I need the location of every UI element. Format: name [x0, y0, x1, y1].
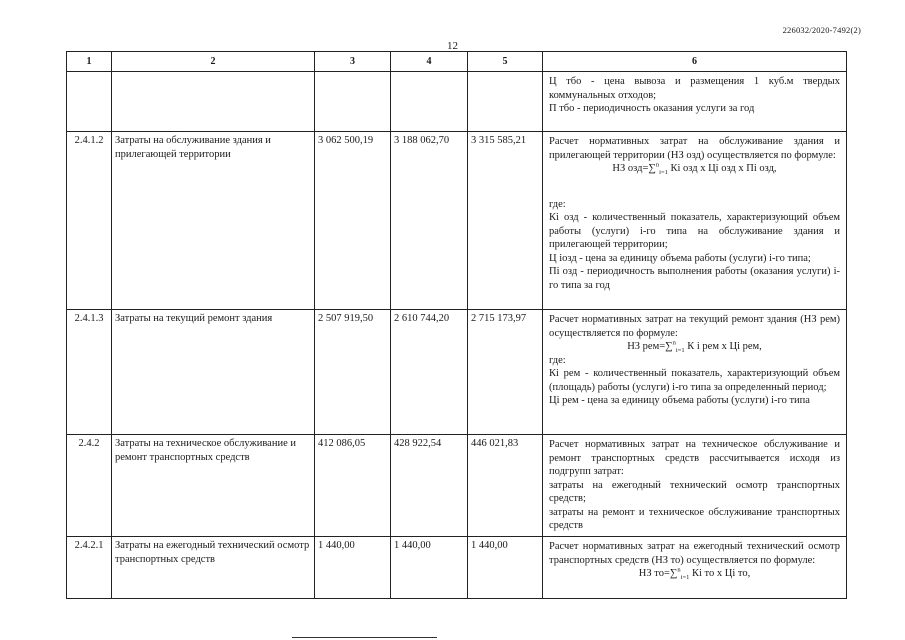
- description-line: П тбо - периодичность оказания услуги за год: [549, 103, 755, 114]
- sum-lower: i=1: [675, 347, 685, 355]
- sum-upper: n: [672, 339, 676, 347]
- table-row: [67, 132, 847, 310]
- row-value-3: 3 315 585,21: [468, 132, 543, 310]
- definition: Ц iозд - цена за единицу объема работы (услуги) i-го типа;: [549, 252, 811, 264]
- row-description: [543, 435, 847, 537]
- row-value-1: 3 062 500,19: [315, 132, 391, 310]
- description-line: Ц тбо - цена вывоза и размещения 1 куб.м твердых коммунальных отходов;: [549, 76, 840, 101]
- formula-lhs: НЗ озд=: [612, 163, 649, 174]
- row-value-1: [315, 72, 391, 132]
- sum-upper: n: [677, 566, 681, 574]
- list-item: затраты на ремонт и техническое обслуживание транспортных средств: [549, 506, 840, 531]
- row-value-1: 412 086,05: [315, 435, 391, 537]
- table-row: [67, 72, 847, 132]
- row-value-3: 446 021,83: [468, 435, 543, 537]
- description-intro: Расчет нормативных затрат на техническое обслуживание и ремонт транспортных средств рассчитывается исходя из подгрупп затрат:: [549, 439, 840, 477]
- row-description: [543, 537, 847, 599]
- sum-lower: i=1: [680, 574, 690, 582]
- row-value-1: 2 507 919,50: [315, 310, 391, 435]
- formula-rhs: Кi озд х Цi озд х Пi озд,: [670, 163, 777, 174]
- column-header: 3: [315, 52, 391, 72]
- row-name: Затраты на техническое обслуживание и ремонт транспортных средств: [112, 435, 315, 537]
- formula-rhs: Кi то х Цi то,: [692, 568, 751, 579]
- row-value-2: 3 188 062,70: [391, 132, 468, 310]
- description-intro: Расчет нормативных затрат на обслуживание здания и прилегающей территории (НЗ озд) осуществляется по формуле:: [549, 136, 840, 161]
- formula: [549, 340, 840, 354]
- definition: Пi озд - периодичность выполнения работы (оказания услуги) i-го типа за год: [549, 266, 840, 291]
- definition: Цi рем - цена за единицу объема работы (услуги) i-го типа: [549, 395, 810, 406]
- column-header: 5: [468, 52, 543, 72]
- table-row: [67, 435, 847, 537]
- row-value-1: 1 440,00: [315, 537, 391, 599]
- where-label: где:: [549, 354, 566, 366]
- row-value-2: [391, 72, 468, 132]
- row-code: 2.4.1.3: [67, 310, 112, 435]
- formula-rhs: К i рем х Цi рем,: [687, 341, 762, 352]
- row-name: Затраты на ежегодный технический осмотр транспортных средств: [112, 537, 315, 599]
- formula-lhs: НЗ то=: [638, 568, 670, 579]
- column-header: 4: [391, 52, 468, 72]
- page-number: 12: [447, 40, 458, 52]
- sum-symbol: ∑$^n_{i=1}$: [665, 339, 685, 355]
- where-label: где:: [549, 198, 566, 210]
- row-code: 2.4.2: [67, 435, 112, 537]
- row-value-3: 2 715 173,97: [468, 310, 543, 435]
- expenses-table: [66, 51, 847, 599]
- sum-symbol: ∑$^n_{i=1}$: [648, 161, 668, 177]
- row-code: 2.4.1.2: [67, 132, 112, 310]
- definition: Кi озд - количественный показатель, характеризующий объем работы (услуги) i-го типа на обслуживание здания и прилегающей территории;: [549, 212, 840, 250]
- row-name: [112, 72, 315, 132]
- table-header-row: [67, 52, 847, 72]
- definition: Кi рем - количественный показатель, характеризующий объем (площадь) работы (услуги) i-го типа за определенный период;: [549, 368, 840, 393]
- footer-divider: [292, 637, 437, 638]
- description-intro: Расчет нормативных затрат на текущий ремонт здания (НЗ рем) осуществляется по формуле:: [549, 314, 840, 339]
- row-description: [543, 132, 847, 310]
- sum-symbol: ∑$^n_{i=1}$: [669, 566, 690, 582]
- row-value-2: 2 610 744,20: [391, 310, 468, 435]
- table-row: [67, 537, 847, 599]
- formula: [549, 567, 840, 581]
- list-item: затраты на ежегодный технический осмотр транспортных средств;: [549, 479, 840, 504]
- row-value-2: 1 440,00: [391, 537, 468, 599]
- column-header: 6: [543, 52, 847, 72]
- table-row: [67, 310, 847, 435]
- document-id: 226032/2020-7492(2): [782, 25, 861, 35]
- row-value-3: [468, 72, 543, 132]
- row-description: [543, 310, 847, 435]
- row-value-2: 428 922,54: [391, 435, 468, 537]
- formula-lhs: НЗ рем=: [627, 341, 666, 352]
- row-name: Затраты на текущий ремонт здания: [112, 310, 315, 435]
- row-name: Затраты на обслуживание здания и прилегающей территории: [112, 132, 315, 310]
- row-value-3: 1 440,00: [468, 537, 543, 599]
- row-code: 2.4.2.1: [67, 537, 112, 599]
- formula: [549, 162, 840, 176]
- sum-lower: i=1: [659, 169, 668, 177]
- row-code: [67, 72, 112, 132]
- column-header: 1: [67, 52, 112, 72]
- sum-upper: n: [655, 161, 660, 169]
- row-description: [543, 72, 847, 132]
- column-header: 2: [112, 52, 315, 72]
- description-intro: Расчет нормативных затрат на ежегодный технический осмотр транспортных средств (НЗ то) осуществляется по формуле:: [549, 541, 840, 566]
